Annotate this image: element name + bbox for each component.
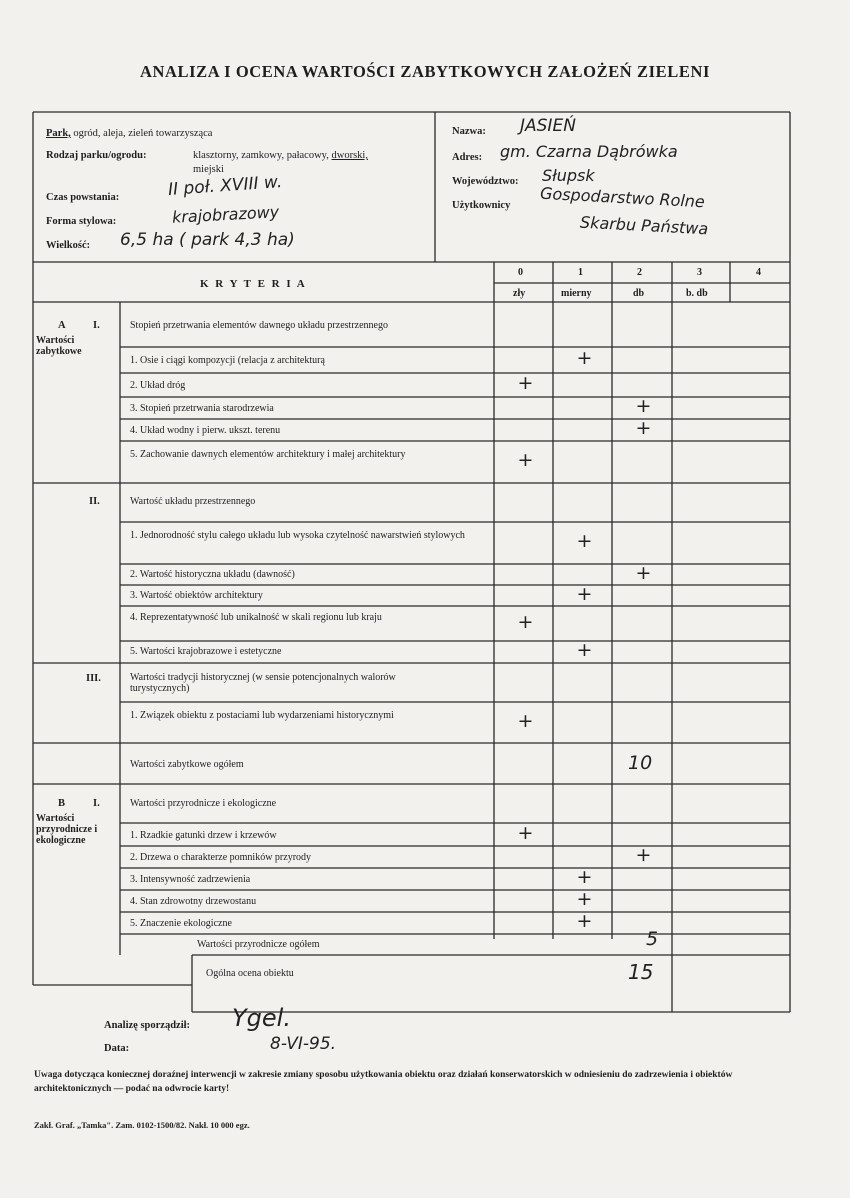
b-row-label: 3. Intensywność zadrzewienia — [130, 874, 251, 885]
forma-label: Forma stylowa: — [46, 216, 117, 227]
a-score-mark: + — [517, 372, 534, 394]
adres-label: Adres: — [452, 152, 483, 163]
a-row-label: 2. Wartość historyczna układu (dawność) — [130, 569, 295, 580]
object-type-options: ogród, aleja, zieleń towarzysząca — [70, 128, 213, 139]
a-score-mark: + — [517, 709, 534, 732]
section-b-heading: Wartości przyrodnicze i ekologiczne — [130, 798, 277, 809]
kryteria-heading: K R Y T E R I A — [200, 278, 307, 290]
note-text: Uwaga dotycząca koniecznej doraźnej interwencji w zakresie zmiany sposobu użytkowania obiektu oraz działań konserwatorskich w odniesieniu do zadrzewienia i obiektów architektonicznych — podać na odwrocie karty! — [34, 1070, 733, 1094]
scale-num-3: 3 — [697, 267, 702, 278]
scale-num-2: 2 — [637, 267, 642, 278]
scale-label-0: zły — [513, 288, 526, 299]
object-type-line — [46, 128, 212, 139]
a-score-mark: + — [635, 395, 652, 417]
czas-value: II poł. XVIII w. — [167, 172, 283, 200]
a-row-label: 3. Stopień przetrwania starodrzewia — [130, 403, 274, 414]
section-b-name: Wartości przyrodnicze i ekologiczne — [36, 813, 98, 846]
a-row-label: 1. Osie i ciągi kompozycji (relacja z architekturą — [130, 355, 325, 366]
scale-label-3: b. db — [686, 288, 708, 299]
rodzaj-label: Rodzaj parku/ogrodu: — [46, 150, 147, 161]
print-info: Zakł. Graf. „Tamka". Zam. 0102-1500/82. Nakł. 10 000 egz. — [34, 1120, 250, 1130]
rodzaj-options — [193, 150, 368, 161]
b-total-value: 5 — [646, 928, 659, 950]
a-row-label: 1. Jednorodność stylu całego układu lub wysoka czytelność nawarstwień stylowych — [130, 530, 465, 541]
a-total-value: 10 — [628, 752, 653, 774]
section-a-roman: I. — [93, 320, 100, 331]
a-score-mark: + — [635, 417, 652, 439]
a-row-label: 4. Reprezentatywność lub unikalność w skali regionu lub kraju — [130, 612, 382, 623]
b-score-mark: + — [517, 821, 534, 844]
a-score-mark: + — [517, 610, 534, 633]
wielkosc-value: 6,5 ha ( park 4,3 ha) — [120, 230, 295, 250]
nazwa-value: JASIEŃ — [520, 116, 576, 136]
a-row-label: 1. Związek obiektu z postaciami lub wydarzeniami historycznymi — [130, 710, 394, 721]
a-score-mark: + — [576, 530, 593, 552]
a-score-mark: + — [576, 347, 593, 369]
a-row-label: 3. Wartość obiektów architektury — [130, 590, 263, 601]
group-iii-roman: III. — [86, 673, 101, 684]
b-row-label: 2. Drzewa o charakterze pomników przyrody — [130, 852, 312, 863]
a-total-label: Wartości zabytkowe ogółem — [130, 759, 244, 770]
b-score-mark: + — [576, 910, 593, 932]
object-type-selected: Park, — [46, 128, 71, 139]
b-row-label: 1. Rzadkie gatunki drzew i krzewów — [130, 830, 277, 841]
nazwa-label: Nazwa: — [452, 126, 486, 137]
group-i-heading: Stopień przetrwania elementów dawnego układu przestrzennego — [130, 320, 388, 331]
scale-label-2: db — [633, 288, 645, 299]
scale-num-0: 0 — [518, 267, 523, 278]
a-row-label: 5. Zachowanie dawnych elementów architektury i małej architektury — [130, 449, 406, 460]
date-value: 8-VI-95. — [270, 1034, 337, 1054]
b-score-mark: + — [576, 866, 593, 888]
group-iii-heading: Wartości tradycji historycznej (w sensie potencjonalnych walorów turystycznych) — [130, 672, 396, 694]
b-total-label: Wartości przyrodnicze ogółem — [197, 939, 320, 950]
section-a-name: Wartości zabytkowe — [36, 335, 82, 357]
section-b-letter: B — [58, 798, 66, 809]
page-title: ANALIZA I OCENA WARTOŚCI ZABYTKOWYCH ZAŁOŻEŃ ZIELENI — [139, 62, 711, 81]
wojewodztwo-value: Słupsk — [542, 166, 595, 185]
b-score-mark: + — [576, 888, 593, 910]
wielkosc-label: Wielkość: — [46, 240, 91, 251]
date-label: Data: — [104, 1043, 130, 1054]
a-row-label: 4. Układ wodny i pierw. ukszt. terenu — [130, 425, 281, 436]
scale-num-4: 4 — [756, 267, 761, 278]
rodzaj-selected: dworski, — [331, 150, 368, 161]
rodzaj-options-b: miejski — [193, 164, 224, 175]
a-score-mark: + — [576, 582, 593, 605]
czas-label: Czas powstania: — [46, 192, 120, 203]
scale-label-1: mierny — [561, 288, 592, 299]
scale-num-1: 1 — [578, 267, 583, 278]
b-row-label: 5. Znaczenie ekologiczne — [130, 918, 232, 929]
uzytkownicy-value-2: Skarbu Państwa — [579, 212, 709, 239]
uzytkownicy-value-1: Gospodarstwo Rolne — [539, 183, 706, 212]
forma-value: krajobrazowy — [171, 202, 280, 227]
adres-value: gm. Czarna Dąbrówka — [500, 142, 678, 161]
b-score-mark: + — [635, 844, 652, 866]
b-row-label: 4. Stan zdrowotny drzewostanu — [130, 896, 257, 907]
group-ii-roman: II. — [89, 496, 100, 507]
prepared-signature: Ygel. — [232, 1004, 291, 1032]
group-ii-heading: Wartość układu przestrzennego — [130, 496, 256, 507]
a-score-mark: + — [635, 561, 652, 584]
a-row-label: 5. Wartości krajobrazowe i estetyczne — [130, 646, 282, 657]
overall-label: Ogólna ocena obiektu — [206, 968, 294, 979]
wojewodztwo-label: Województwo: — [452, 176, 519, 187]
uzytkownicy-label: Użytkownicy — [452, 200, 511, 211]
a-row-label: 2. Układ dróg — [130, 380, 186, 391]
prepared-label: Analizę sporządził: — [104, 1020, 191, 1031]
a-score-mark: + — [517, 449, 534, 471]
rodzaj-options-a: klasztorny, zamkowy, pałacowy, — [193, 150, 329, 161]
section-a-letter: A — [58, 320, 66, 331]
section-b-roman: I. — [93, 798, 100, 809]
overall-value: 15 — [628, 960, 654, 984]
a-score-mark: + — [576, 639, 593, 661]
